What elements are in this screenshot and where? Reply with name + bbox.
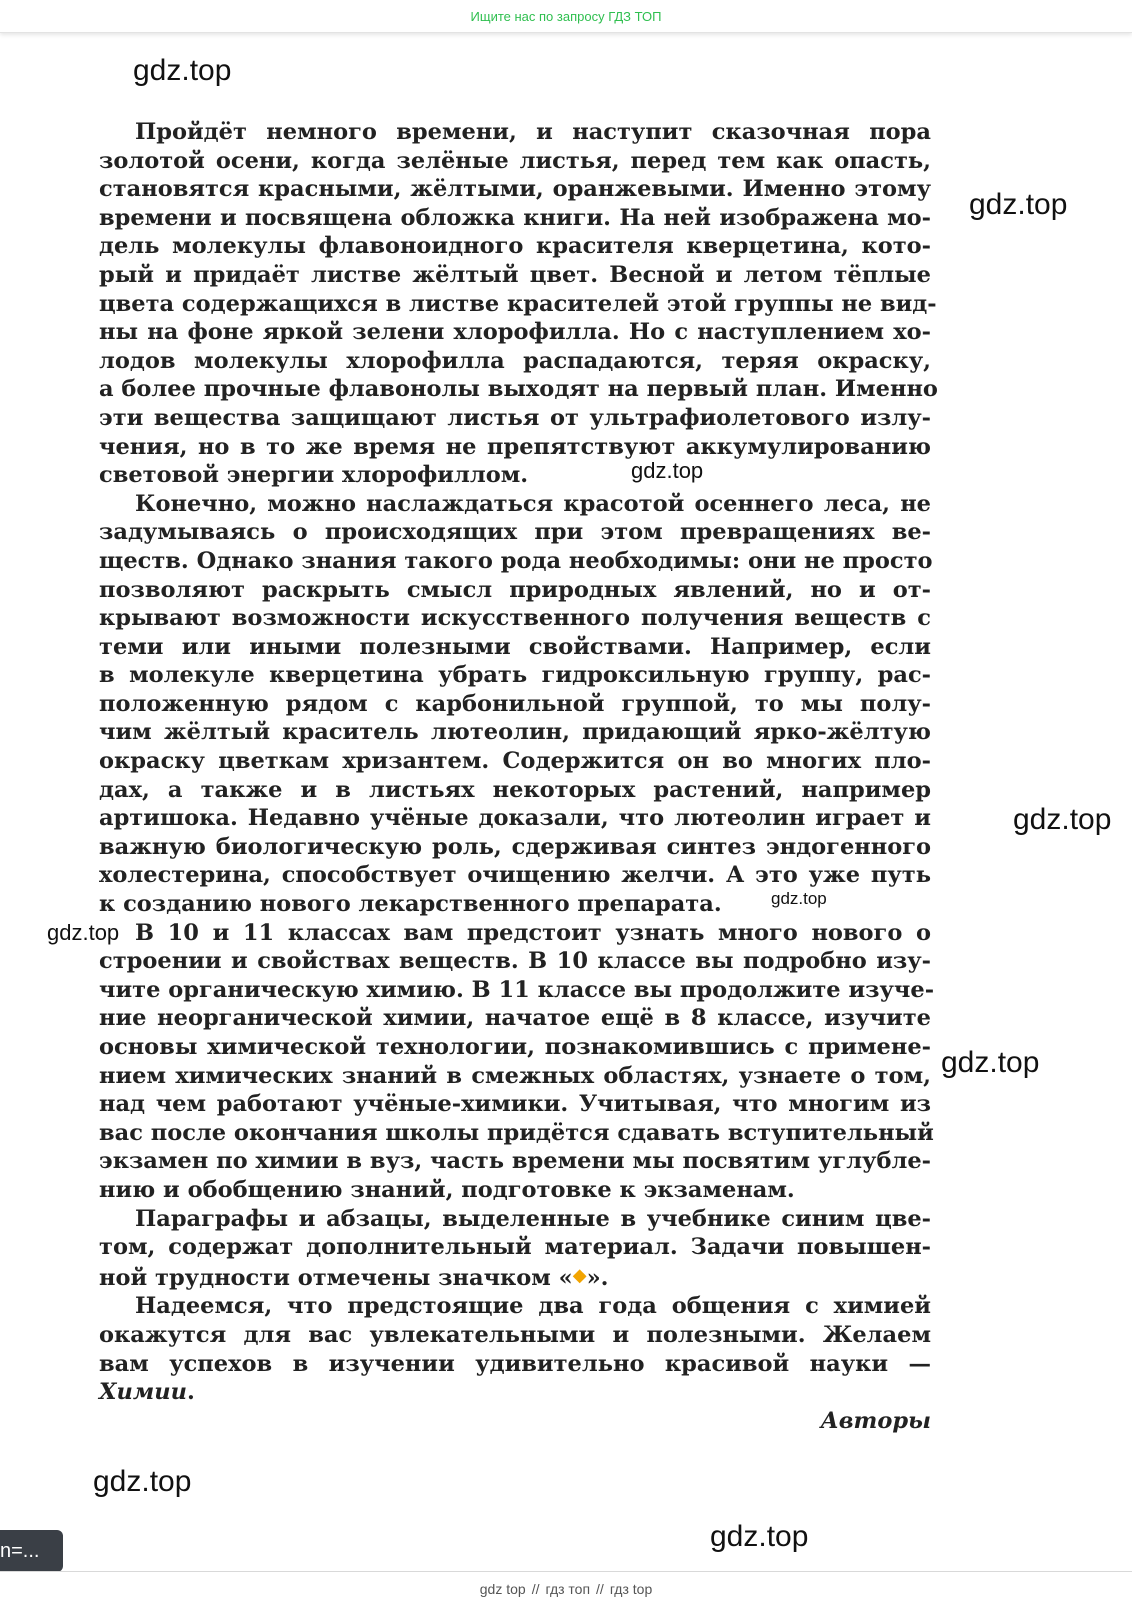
text-line: дель молекулы флавоноидного красителя кверцетина, кото- [99, 233, 931, 260]
text-line: том, содержат дополнительный материал. Задачи повышен- [99, 1234, 931, 1261]
paragraph-4-line: ной трудности отмечены значком « [99, 1264, 573, 1291]
watermark: gdz.top [133, 54, 232, 87]
text-line: становятся красными, жёлтыми, оранжевыми. Именно этому [99, 176, 931, 203]
watermark: gdz.top [941, 1046, 1040, 1079]
paragraph-2 [99, 490, 931, 919]
paragraph-4-tail: ». [586, 1264, 609, 1291]
text-line: основы химической технологии, познакомившись с примене- [99, 1034, 931, 1060]
text-line: строении и свойствах веществ. В 10 классе вы подробно изу- [99, 948, 931, 975]
text-line: Пройдёт немного времени, и наступит сказочная пора [135, 119, 931, 145]
text-line: нием химических знаний в смежных областях, узнаете о том, [99, 1062, 931, 1089]
text-line: эти вещества защищают листья от ультрафиолетового излу- [99, 404, 931, 431]
text-line: ществ. Однако знания такого рода необходимы: они не просто [99, 547, 933, 574]
text-line: дах, а также и в листьях некоторых растений, например [99, 776, 931, 803]
top-banner [0, 0, 1132, 33]
text-line: над чем работают учёные-химики. Учитывая, что многим из [99, 1091, 931, 1118]
text-line: в молекуле кверцетина убрать гидроксильную группу, рас- [99, 662, 931, 689]
text-line: времени и посвящена обложка книги. На ней изображена мо- [99, 204, 931, 231]
text-line: положенную рядом с карбонильной группой, то мы полу- [99, 690, 931, 717]
text-line: а более прочные флавонолы выходят на первый план. Именно [99, 376, 938, 403]
text-line: вас после окончания школы придётся сдавать вступительный [99, 1119, 934, 1146]
footer-separator: // [531, 1581, 540, 1597]
authors-signature: Авторы [820, 1407, 931, 1434]
text-line: рый и придаёт листве жёлтый цвет. Весной и летом тёплые [99, 261, 931, 288]
text-line: артишока. Недавно учёные доказали, что лютеолин играет и [99, 805, 931, 832]
text-line: Конечно, можно наслаждаться красотой осеннего леса, не [135, 490, 931, 517]
text-line: окраску цветкам хризантем. Содержится он во многих пло- [99, 748, 931, 775]
paragraph-4-last-line [99, 1262, 931, 1293]
text-line: задумываясь о происходящих при этом превращениях ве- [99, 519, 931, 546]
footer-link[interactable]: gdz top [479, 1581, 526, 1597]
footer-link[interactable]: гдз top [609, 1581, 653, 1597]
watermark: gdz.top [771, 889, 827, 908]
paragraph-5-last-line [99, 1378, 931, 1407]
text-line: важную биологическую роль, сдерживая синтез эндогенного [99, 833, 931, 860]
text-line: цвета содержащихся в листве красителей этой группы не вид- [99, 290, 937, 317]
text-line: лодов молекулы хлорофилла распадаются, теряя окраску, [99, 347, 931, 374]
watermark: gdz.top [631, 458, 704, 483]
diamond-icon: ◆ [572, 1264, 587, 1286]
footer-link[interactable]: гдз топ [545, 1581, 591, 1597]
text-line: Параграфы и абзацы, выделенные в учебнике синим цве- [135, 1205, 931, 1232]
text-line: нию и обобщению знаний, подготовке к экзаменам. [99, 1176, 795, 1203]
footer-separator: // [596, 1581, 604, 1597]
footer-links [0, 1571, 1132, 1606]
text-line: Надеемся, что предстоящие два года общения с химией [135, 1293, 931, 1320]
watermark: gdz.top [710, 1520, 809, 1553]
text-line: ние неорганической химии, начатое ещё в 8 классе, изучите [99, 1005, 931, 1032]
watermark: gdz.top [47, 920, 120, 945]
paragraph-1 [99, 118, 938, 490]
text-line: к созданию нового лекарственного препарата. [99, 891, 722, 918]
text-line: чения, но в то же время не препятствуют аккумулированию [99, 433, 931, 460]
text-line: вам успехов в изучении удивительно красивой науки — [99, 1350, 931, 1377]
text-line: экзамен по химии в вуз, часть времени мы посвятим углубле- [99, 1148, 931, 1175]
text-line: золотой осени, когда зелёные листья, перед тем как опасть, [99, 147, 931, 174]
paragraph-3 [99, 919, 935, 1205]
text-line: чим жёлтый краситель лютеолин, придающий ярко-жёлтую [99, 719, 931, 746]
paragraph-5-end: . [186, 1379, 195, 1406]
watermark: gdz.top [1013, 803, 1112, 836]
overlay-badge[interactable]: n=... [0, 1530, 63, 1572]
watermark: gdz.top [93, 1465, 192, 1498]
text-line: В 10 и 11 классах вам предстоит узнать много нового о [135, 919, 931, 946]
paragraph-5-italic: Химии [99, 1379, 187, 1406]
text-line: позволяют раскрыть смысл природных явлений, но и от- [99, 576, 931, 603]
text-line: чите органическую химию. В 11 классе вы продолжите изуче- [99, 976, 935, 1003]
paragraph-4 [99, 1205, 931, 1262]
text-line: крывают возможности искусственного получения веществ с [99, 605, 931, 632]
text-line: теми или иными полезными свойствами. Например, если [99, 633, 931, 660]
top-banner-text[interactable]: Ищите нас по запросу ГДЗ ТОП [470, 8, 662, 24]
text-line: окажутся для вас увлекательными и полезными. Желаем [99, 1321, 931, 1348]
paragraph-5 [99, 1292, 931, 1378]
text-line: световой энергии хлорофиллом. [99, 462, 529, 489]
text-line: холестерина, способствует очищению желчи. А это уже путь [99, 862, 931, 889]
text-line: ны на фоне яркой зелени хлорофилла. Но с наступлением хо- [99, 319, 931, 346]
textbook-page-text [99, 118, 938, 1435]
watermark: gdz.top [969, 188, 1068, 221]
